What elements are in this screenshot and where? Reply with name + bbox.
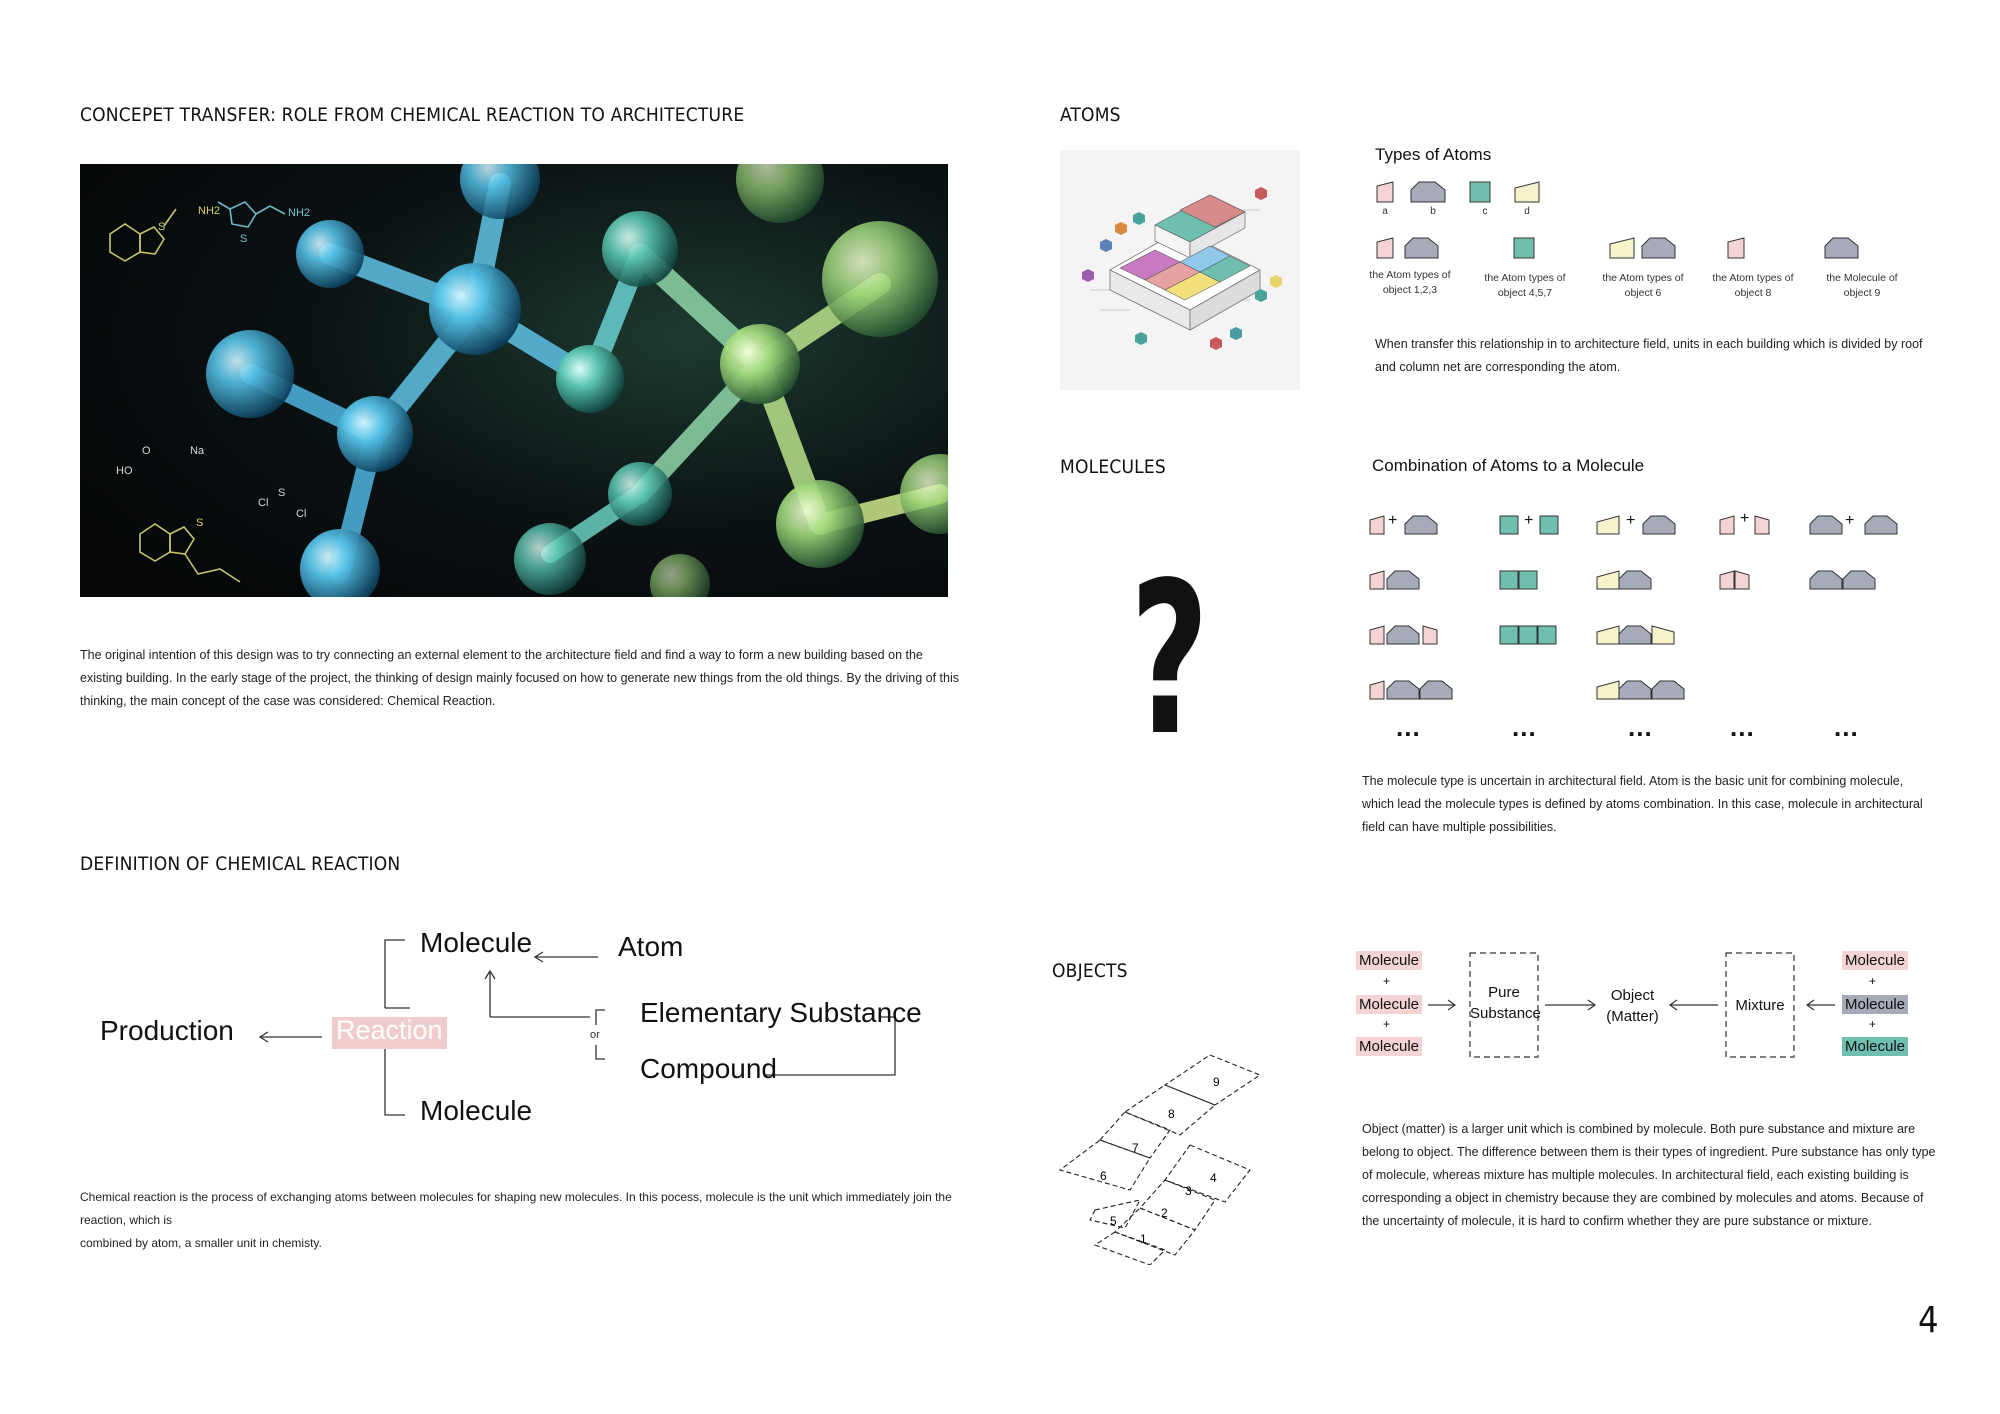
label-line: Object [1610, 987, 1655, 1004]
plot-number: 9 [1213, 1075, 1220, 1089]
group2-atom-c [1514, 238, 1534, 258]
combo-atom [1387, 626, 1419, 644]
combo-atom [1500, 516, 1518, 534]
combo-atom [1652, 681, 1684, 699]
group-caption [1360, 268, 1460, 298]
plot-number: 2 [1161, 1206, 1168, 1220]
combo-atom [1720, 571, 1734, 589]
paragraph-line: Object (matter) is a larger unit which is combined by molecule. Both pure substance and mixture are [1362, 1122, 1916, 1136]
caption-line: the Atom types of [1369, 269, 1451, 281]
label-line: Pure [1488, 984, 1520, 1001]
plus-sign: + [1869, 1017, 1877, 1031]
plus-sign: + [1383, 1017, 1391, 1031]
formula-label: HO [116, 465, 133, 477]
combo-atom [1540, 516, 1558, 534]
plot-outline [1165, 1145, 1250, 1202]
objects-paragraph [1362, 1118, 1942, 1233]
group1-atom-a [1377, 238, 1393, 258]
paragraph-line: The original intention of this design was to try connecting an external element to the architecture field and find a way to form a new building based on the [80, 648, 923, 662]
combo-atom [1597, 681, 1619, 699]
molecules-heading: MOLECULES [1060, 456, 1166, 478]
paragraph-line: combined by atom, a smaller unit in chemisty. [80, 1236, 322, 1250]
paragraph-line: and column net are corresponding the atom. [1375, 360, 1621, 374]
plot-outline [1095, 1232, 1165, 1265]
group-caption [1593, 271, 1693, 301]
combo-atom [1755, 516, 1769, 534]
ellipsis: ... [1834, 712, 1859, 742]
combo-atom [1370, 571, 1384, 589]
group5-atom-b [1825, 238, 1858, 258]
molecule-top-label: Molecule [420, 927, 533, 958]
combo-atom [1519, 571, 1537, 589]
question-mark: ? [1130, 537, 1209, 782]
ellipsis: ... [1628, 712, 1653, 742]
atom-label: Atom [618, 931, 684, 962]
group-caption [1812, 271, 1912, 301]
combo-atom [1810, 516, 1842, 534]
combo-atom [1619, 626, 1651, 644]
or-label: or [590, 1029, 600, 1041]
molecules-paragraph [1362, 770, 1942, 839]
combo-atom [1500, 571, 1518, 589]
plus-sign: + [1524, 512, 1534, 529]
plus-sign: + [1626, 512, 1636, 529]
combo-atom [1423, 626, 1437, 644]
caption-line: object 9 [1843, 287, 1881, 299]
label-line: Substance [1470, 1005, 1541, 1022]
paragraph-line: which lead the molecule types is defined by atoms combination. In this case, molecule in architectural [1362, 797, 1923, 811]
paragraph-line: The molecule type is uncertain in architectural field. Atom is the basic unit for combining molecule, [1362, 774, 1904, 788]
atom-types-legend [1375, 180, 1565, 220]
objects-diagram [1355, 945, 1915, 1070]
reaction-diagram [100, 927, 930, 1135]
caption-line: the Atom types of [1484, 272, 1566, 284]
ellipsis: ... [1396, 712, 1421, 742]
formula-label: Na [190, 445, 205, 457]
combo-atom [1370, 516, 1384, 534]
caption-line: object 6 [1624, 287, 1662, 299]
atom-type-b [1411, 182, 1445, 202]
molecule-image [80, 164, 948, 597]
objects-heading: OBJECTS [1052, 960, 1128, 982]
group3-atom-b [1642, 238, 1675, 258]
caption-line: the Molecule of [1826, 272, 1898, 284]
building-axonometric-image [1060, 150, 1300, 390]
molecule-illustration [80, 164, 948, 597]
pure-substance-label [1470, 982, 1541, 1024]
concept-heading: CONCEPET TRANSFER: ROLE FROM CHEMICAL REACTION TO ARCHITECTURE [80, 104, 745, 126]
paragraph-line: belong to object. The difference between them is their types of ingredient. Pure substance has only type [1362, 1145, 1936, 1159]
group4-atom-a [1728, 238, 1744, 258]
caption-line: object 1,2,3 [1382, 284, 1438, 296]
combo-atom [1843, 571, 1875, 589]
building-axonometric [1060, 150, 1300, 390]
combo-atom [1420, 681, 1452, 699]
atom-letter: d [1524, 206, 1530, 217]
combo-atom [1387, 571, 1419, 589]
object-matter-label [1595, 985, 1670, 1027]
plus-sign: + [1383, 974, 1391, 988]
site-plan-sketch [1055, 1050, 1285, 1265]
caption-line: object 4,5,7 [1497, 287, 1553, 299]
plus-sign: + [1845, 512, 1855, 529]
combo-atom [1652, 626, 1674, 644]
combo-atom [1619, 681, 1651, 699]
combination-grid [1365, 510, 1925, 710]
caption-line: the Atom types of [1602, 272, 1684, 284]
mixture-label: Mixture [1735, 997, 1785, 1014]
molecule-chip: Molecule [1842, 995, 1908, 1014]
formula-label: S [278, 487, 286, 499]
combo-atom [1370, 681, 1384, 699]
plot-number: 7 [1132, 1141, 1139, 1155]
definition-heading: DEFINITION OF CHEMICAL REACTION [80, 853, 401, 875]
combo-atom [1370, 626, 1384, 644]
formula-label: S [240, 233, 248, 245]
formula-label: NH2 [198, 205, 221, 217]
ellipsis: ... [1512, 712, 1537, 742]
atom-type-d [1515, 182, 1539, 202]
definition-paragraph [80, 1186, 980, 1255]
paragraph-line: thinking, the main concept of the case was considered: Chemical Reaction. [80, 694, 496, 708]
combination-title: Combination of Atoms to a Molecule [1372, 456, 1645, 475]
atom-letter: c [1482, 206, 1488, 217]
types-of-atoms-title: Types of Atoms [1375, 145, 1492, 164]
atom-type-a [1377, 182, 1393, 202]
plot-number: 4 [1210, 1171, 1217, 1185]
combo-atom [1519, 626, 1537, 644]
combo-atom [1597, 516, 1619, 534]
combo-atom [1597, 626, 1619, 644]
formula-label: O [142, 445, 151, 457]
combo-atom [1538, 626, 1556, 644]
combo-atom [1735, 571, 1749, 589]
plot-outline [1115, 1208, 1195, 1255]
compound-label: Compound [640, 1053, 777, 1084]
combo-atom [1720, 516, 1734, 534]
paragraph-line: existing building. In the early stage of the project, the thinking of design mainly focused on how to generate new things from the old things. By the driving of this [80, 671, 959, 685]
atom-type-c [1470, 182, 1490, 202]
molecule-bottom-label: Molecule [420, 1095, 533, 1126]
group-caption [1475, 271, 1575, 301]
group1-atom-b [1405, 238, 1438, 258]
molecule-chip: Molecule [1842, 1037, 1908, 1056]
combo-atom [1619, 571, 1651, 589]
reaction-text: Reaction [336, 1015, 443, 1045]
label-line: (Matter) [1606, 1008, 1659, 1025]
molecule-chip: Molecule [1356, 995, 1422, 1014]
plus-sign: + [1388, 512, 1398, 529]
plot-number: 3 [1185, 1184, 1192, 1198]
plus-sign: + [1740, 510, 1750, 527]
group3-atom-d [1610, 238, 1634, 258]
paragraph-line: corresponding a object in chemistry because they are combined by molecules and atoms. Because of [1362, 1191, 1924, 1205]
page-number: 4 [1918, 1300, 1939, 1341]
paragraph-line: When transfer this relationship in to architecture field, units in each building which is divided by roof [1375, 337, 1923, 351]
combo-atom [1810, 571, 1842, 589]
combo-atom [1865, 516, 1897, 534]
production-label: Production [100, 1015, 234, 1046]
formula-label: NH2 [288, 207, 311, 219]
formula-label: S [158, 221, 166, 233]
atom-letter: b [1430, 206, 1436, 217]
formula-label: S [196, 517, 204, 529]
molecule-chip: Molecule [1842, 951, 1908, 970]
combo-atom [1597, 571, 1619, 589]
plus-sign: + [1869, 974, 1877, 988]
atoms-heading: ATOMS [1060, 104, 1121, 126]
concept-paragraph [80, 644, 960, 713]
object-atom-groups [1370, 236, 1910, 266]
molecule-chip: Molecule [1356, 1037, 1422, 1056]
combo-atom [1405, 516, 1437, 534]
paragraph-line: the uncertainty of molecule, it is hard to confirm whether they are pure substance or mixture. [1362, 1214, 1872, 1228]
combo-atom [1387, 681, 1419, 699]
combo-atom [1500, 626, 1518, 644]
plot-number: 5 [1110, 1214, 1117, 1228]
atom-letter: a [1382, 206, 1388, 217]
caption-line: the Atom types of [1712, 272, 1794, 284]
plot-number: 6 [1100, 1169, 1107, 1183]
paragraph-line: Chemical reaction is the process of exchanging atoms between molecules for shaping new molecules. In this pocess, molecule is the unit which immediately join the reaction, which is [80, 1190, 952, 1227]
reaction-label [332, 1015, 447, 1046]
group-caption [1703, 271, 1803, 301]
caption-line: object 8 [1734, 287, 1772, 299]
atoms-paragraph [1375, 333, 1935, 379]
plot-number: 1 [1140, 1232, 1147, 1246]
paragraph-line: of molecule, whereas mixture has multiple molecules. In architectural field, each existing building is [1362, 1168, 1909, 1182]
molecule-chip: Molecule [1356, 951, 1422, 970]
formula-label: Cl [296, 508, 307, 520]
plot-number: 8 [1168, 1107, 1175, 1121]
formula-label: Cl [258, 497, 269, 509]
elementary-substance-label: Elementary Substance [640, 997, 922, 1028]
combo-atom [1643, 516, 1675, 534]
ellipsis: ... [1730, 712, 1755, 742]
paragraph-line: field can have multiple possibilities. [1362, 820, 1557, 834]
